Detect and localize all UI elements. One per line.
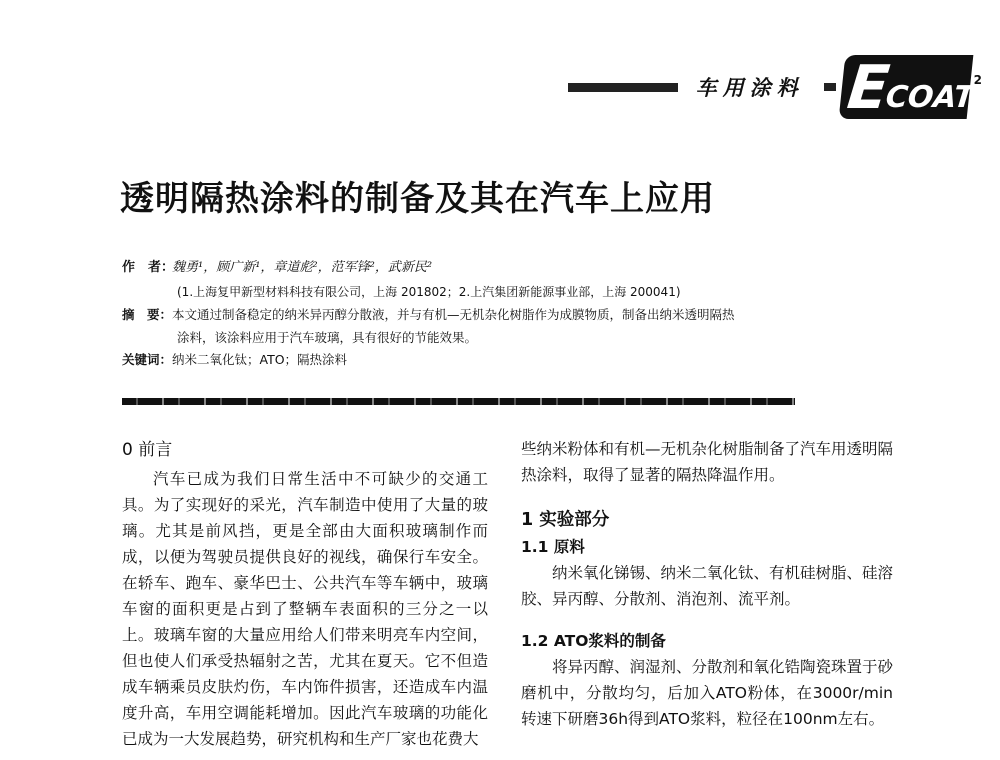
affiliations: (1.上海复甲新型材料科技有限公司，上海 201802；2.上汽集团新能源事业部，上海 200041) xyxy=(177,285,681,299)
keywords-label: 关键词： xyxy=(122,352,173,367)
author-names: 魏勇¹，顾广新¹，章道彪²，范军锋²，武新民² xyxy=(172,260,433,275)
subsection-1-1-paragraph: 纳米氧化锑锡、纳米二氧化钛、有机硅树脂、硅溶胶、异丙醇、分散剂、消泡剂、流平剂。 xyxy=(521,564,894,608)
body-left-column xyxy=(122,436,488,752)
ecoat-logo-initial: E xyxy=(843,53,893,123)
subsection-1-1-heading: 1.1 原料 xyxy=(521,538,585,556)
keywords-text: 纳米二氧化钛；ATO；隔热涂料 xyxy=(172,352,348,367)
abstract-text-1: 本文通过制备稳定的纳米异丙醇分散液，并与有机—无机杂化树脂作为成膜物质，制备出纳米透明隔热 xyxy=(172,307,735,322)
header-decorative-bar xyxy=(568,83,678,92)
continued-paragraph: 些纳米粉体和有机—无机杂化树脂制备了汽车用透明隔热涂料，取得了显著的隔热降温作用。 xyxy=(521,440,894,484)
abstract-line-1 xyxy=(122,305,735,325)
running-header xyxy=(568,53,982,123)
ecoat-logo-rest: COAT xyxy=(883,80,976,115)
page-number: 2 xyxy=(973,73,982,87)
header-small-bar xyxy=(824,83,836,91)
abstract-label: 摘 要： xyxy=(122,307,173,322)
section-0-heading: 0 前言 xyxy=(122,440,173,460)
body-right-column xyxy=(521,436,893,732)
section-1-heading: 1 实验部分 xyxy=(521,510,610,530)
header-section-name: 车用涂料 xyxy=(695,75,804,100)
authors-line xyxy=(122,258,432,278)
keywords-line xyxy=(122,350,347,370)
article-title: 透明隔热涂料的制备及其在汽车上应用 xyxy=(120,179,715,219)
author-label: 作 者： xyxy=(122,260,175,275)
abstract-line-2: 涂料，该涂料应用于汽车玻璃，具有很好的节能效果。 xyxy=(177,330,478,345)
subsection-1-2-paragraph: 将异丙醇、润湿剂、分散剂和氧化锆陶瓷珠置于砂磨机中，分散均匀，后加入ATO粉体，在3000r/min转速下研磨36h得到ATO浆料，粒径在100nm左右。 xyxy=(521,658,894,728)
front-matter-divider xyxy=(122,398,795,405)
section-0-paragraph: 汽车已成为我们日常生活中不可缺少的交通工具。为了实现好的采光，汽车制造中使用了大量的玻璃。尤其是前风挡，更是全部由大面积玻璃制作而成，以便为驾驶员提供良好的视线，确保行车安全。在轿车、跑车、豪华巴士、公共汽车等车辆中，玻璃车窗的面积更是占到了整辆车表面积的三分之一以上。玻璃车窗的大量应用给人们带来明亮车内空间，但也使人们承受热辐射之苦，尤其在夏天。它不但造成车辆乘员皮肤灼伤，车内饰件损害，还造成车内温度升高，车用空调能耗增加。因此汽车玻璃的功能化已成为一大发展趋势，研究机构和生产厂家也花费大 xyxy=(122,470,488,748)
ecoat-logo xyxy=(838,53,976,123)
subsection-1-2-heading: 1.2 ATO浆料的制备 xyxy=(521,632,666,650)
